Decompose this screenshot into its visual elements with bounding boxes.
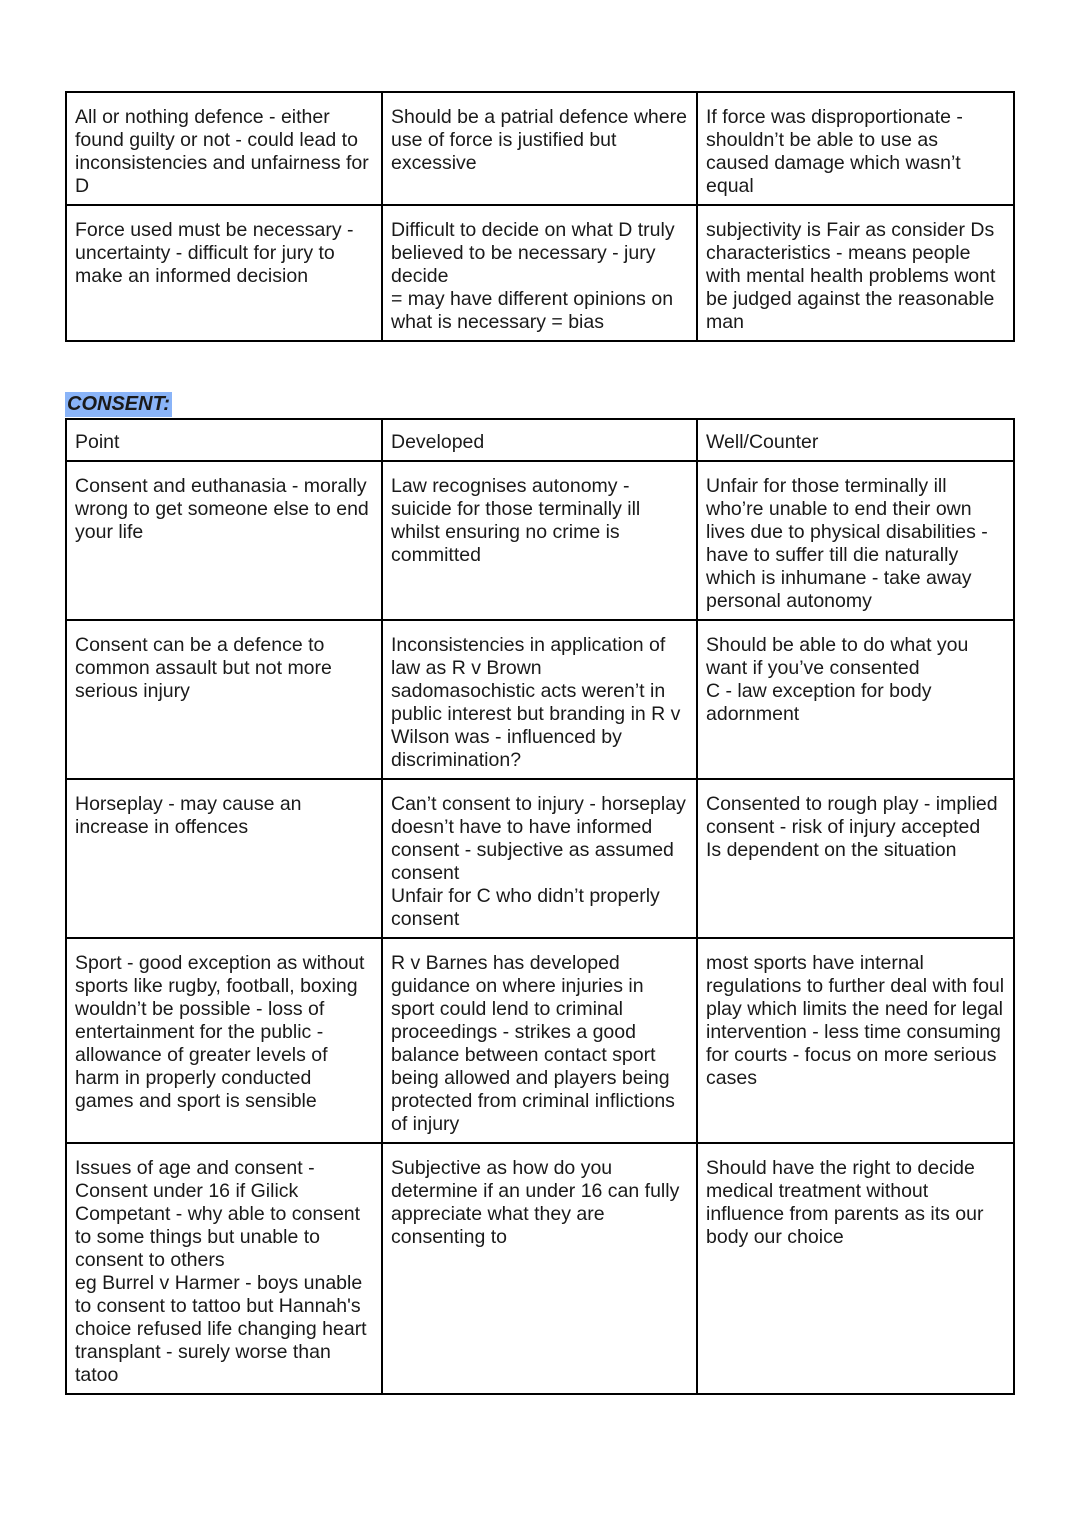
- table-cell: Should be able to do what you want if you’ve consented C - law exception for body adornment: [697, 620, 1014, 779]
- table-header-row: [66, 419, 1014, 461]
- table-cell: Consent can be a defence to common assault but not more serious injury: [66, 620, 382, 779]
- table-cell: Issues of age and consent - Consent under 16 if Gilick Competant - why able to consent to some things but unable to consent to others eg Burrel v Harmer - boys unable to consent to tattoo but Hannah's choice refused life changing heart transplant - surely worse than tatoo: [66, 1143, 382, 1394]
- column-header-well-counter: Well/Counter: [697, 419, 1014, 461]
- table-cell: most sports have internal regulations to further deal with foul play which limits the need for legal intervention - less time consuming for courts - focus on more serious cases: [697, 938, 1014, 1143]
- table-cell: Difficult to decide on what D truly believed to be necessary - jury decide = may have different opinions on what is necessary = bias: [382, 205, 697, 341]
- consent-table: [65, 418, 1015, 1395]
- defence-table: [65, 91, 1015, 342]
- table-cell: Unfair for those terminally ill who’re unable to end their own lives due to physical disabilities - have to suffer till die naturally which is inhumane - take away personal autonomy: [697, 461, 1014, 620]
- column-header-point: Point: [66, 419, 382, 461]
- table-cell: Inconsistencies in application of law as R v Brown sadomasochistic acts weren’t in public interest but branding in R v Wilson was - influenced by discrimination?: [382, 620, 697, 779]
- table-cell: Should be a patrial defence where use of force is justified but excessive: [382, 92, 697, 205]
- table-row: [66, 205, 1014, 341]
- column-header-developed: Developed: [382, 419, 697, 461]
- table-row: [66, 620, 1014, 779]
- table-cell: Horseplay - may cause an increase in offences: [66, 779, 382, 938]
- table-cell: Consent and euthanasia - morally wrong to get someone else to end your life: [66, 461, 382, 620]
- table-cell: Can’t consent to injury - horseplay doesn’t have to have informed consent - subjective as assumed consent Unfair for C who didn’t properly consent: [382, 779, 697, 938]
- table-row: [66, 1143, 1014, 1394]
- table-cell: Should have the right to decide medical treatment without influence from parents as its our body our choice: [697, 1143, 1014, 1394]
- consent-heading: CONSENT:: [67, 393, 170, 415]
- table-cell: Subjective as how do you determine if an under 16 can fully appreciate what they are consenting to: [382, 1143, 697, 1394]
- table-cell: Force used must be necessary - uncertainty - difficult for jury to make an informed decision: [66, 205, 382, 341]
- table-cell: Consented to rough play - implied consent - risk of injury accepted Is dependent on the situation: [697, 779, 1014, 938]
- table-cell: Sport - good exception as without sports like rugby, football, boxing wouldn’t be possible - loss of entertainment for the public - allowance of greater levels of harm in properly conducted games and sport is sensible: [66, 938, 382, 1143]
- table-cell: If force was disproportionate - shouldn’t be able to use as caused damage which wasn’t equal: [697, 92, 1014, 205]
- table-cell: All or nothing defence - either found guilty or not - could lead to inconsistencies and unfairness for D: [66, 92, 382, 205]
- table-cell: Law recognises autonomy - suicide for those terminally ill whilst ensuring no crime is committed: [382, 461, 697, 620]
- table-row: [66, 461, 1014, 620]
- table-cell: R v Barnes has developed guidance on where injuries in sport could lend to criminal proceedings - strikes a good balance between contact sport being allowed and players being protected from criminal inflictions of injury: [382, 938, 697, 1143]
- table-cell: subjectivity is Fair as consider Ds characteristics - means people with mental health problems wont be judged against the reasonable man: [697, 205, 1014, 341]
- table-row: [66, 779, 1014, 938]
- table-row: [66, 938, 1014, 1143]
- table-row: [66, 92, 1014, 205]
